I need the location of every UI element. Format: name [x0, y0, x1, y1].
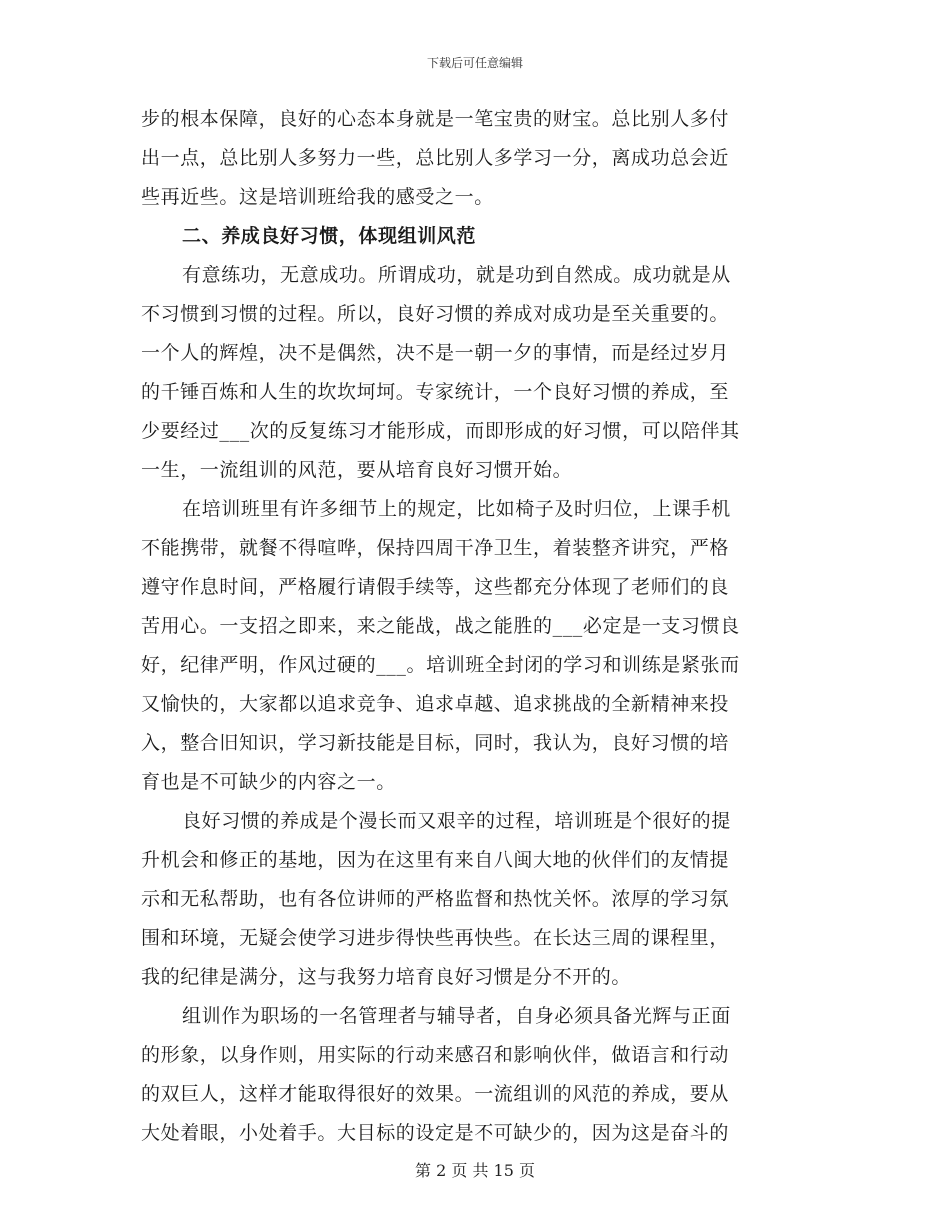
- text-line: 育也是不可缺少的内容之一。: [141, 771, 396, 793]
- text-line: 的双巨人，这样才能取得很好的效果。一流组训的风范的养成，要从: [141, 1083, 730, 1105]
- text-line: 的千锤百炼和人生的坎坎坷坷。专家统计，一个良好习惯的养成，至: [141, 381, 730, 403]
- text-line: 入，整合旧知识，学习新技能是目标，同时，我认为，良好习惯的培: [141, 732, 730, 754]
- text-line: 好，纪律严明，作风过硬的___。培训班全封闭的学习和训练是紧张而: [141, 654, 740, 676]
- text-line: 我的纪律是满分，这与我努力培育良好习惯是分不开的。: [141, 966, 632, 988]
- text-line: 的形象，以身作则，用实际的行动来感召和影响伙伴，做语言和行动: [141, 1044, 730, 1066]
- text-line: 又愉快的，大家都以追求竞争、追求卓越、追求挑战的全新精神来投: [141, 693, 730, 715]
- page-footer: 第 2 页 共 15 页: [415, 1161, 535, 1180]
- text-line: 不能携带，就餐不得喧哗，保持四周干净卫生，着装整齐讲究，严格: [141, 537, 730, 559]
- text-line: 步的根本保障，良好的心态本身就是一笔宝贵的财宝。总比别人多付: [141, 108, 730, 130]
- page-header: 下载后可任意编辑: [426, 56, 523, 70]
- text-line: 少要经过___次的反复练习才能形成，而即形成的好习惯，可以陪伴其: [141, 420, 740, 442]
- text-line: 一个人的辉煌，决不是偶然，决不是一朝一夕的事情，而是经过岁月: [141, 342, 730, 364]
- text-line: 大处着眼，小处着手。大目标的设定是不可缺少的，因为这是奋斗的: [141, 1122, 730, 1144]
- text-line: 苦用心。一支招之即来，来之能战，战之能胜的___必定是一支习惯良: [141, 615, 740, 637]
- text-line: 升机会和修正的基地，因为在这里有来自八闽大地的伙伴们的友情提: [141, 849, 730, 871]
- paragraph-first-line: 有意练功，无意成功。所谓成功，就是功到自然成。成功就是从: [182, 264, 731, 286]
- text-line: 出一点，总比别人多努力一些，总比别人多学习一分，离成功总会近: [141, 147, 730, 169]
- paragraph-first-line: 组训作为职场的一名管理者与辅导者，自身必须具备光辉与正面: [182, 1005, 731, 1027]
- section-heading: 二、养成良好习惯，体现组训风范: [182, 225, 477, 247]
- document-body: [141, 100, 806, 1153]
- text-line: 些再近些。这是培训班给我的感受之一。: [141, 186, 494, 208]
- text-line: 一生，一流组训的风范，要从培育良好习惯开始。: [141, 459, 573, 481]
- text-line: 围和环境，无疑会使学习进步得快些再快些。在长达三周的课程里，: [141, 927, 730, 949]
- text-line: 遵守作息时间，严格履行请假手续等，这些都充分体现了老师们的良: [141, 576, 730, 598]
- text-line: 不习惯到习惯的过程。所以，良好习惯的养成对成功是至关重要的。: [141, 303, 730, 325]
- paragraph-first-line: 良好习惯的养成是个漫长而又艰辛的过程，培训班是个很好的提: [182, 810, 731, 832]
- paragraph-first-line: 在培训班里有许多细节上的规定，比如椅子及时归位，上课手机: [182, 498, 731, 520]
- text-line: 示和无私帮助，也有各位讲师的严格监督和热忱关怀。浓厚的学习氛: [141, 888, 730, 910]
